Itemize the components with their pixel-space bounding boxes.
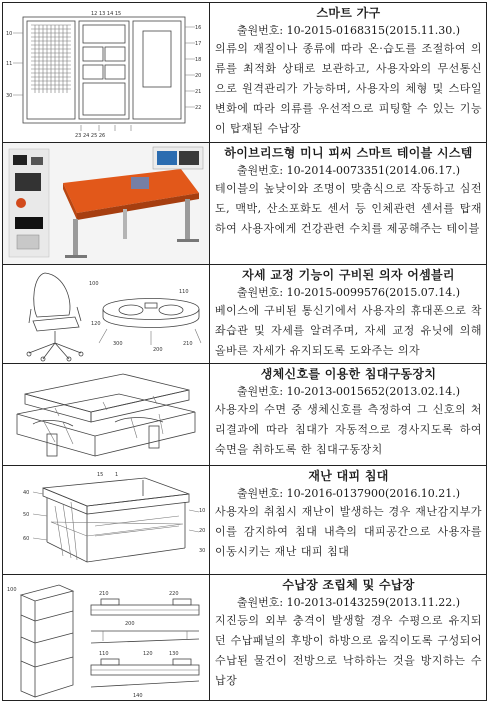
patent-title: 자세 교정 기능이 구비된 의자 어셈블리 (242, 268, 455, 282)
svg-text:23 24 25 26: 23 24 25 26 (75, 133, 106, 139)
table-row (3, 143, 487, 265)
figure-cell (3, 265, 210, 364)
figure-cell (3, 575, 210, 701)
svg-text:50: 50 (23, 512, 30, 518)
bed-actuator-drawing (3, 364, 209, 465)
patent-title: 수납장 조립체 및 수납장 (282, 578, 415, 592)
figure-cell (3, 466, 210, 575)
patent-title: 재난 대피 침대 (308, 469, 389, 483)
svg-text:18: 18 (195, 57, 202, 63)
description-cell (210, 3, 487, 143)
description-cell (210, 575, 487, 701)
svg-text:200: 200 (153, 347, 163, 353)
smart-table-photo (3, 143, 209, 264)
svg-text:60: 60 (23, 536, 30, 542)
description-cell (210, 466, 487, 575)
patent-description: 베이스에 구비된 통신기에서 사용자의 휴대폰으로 착좌습관 및 자세를 알려주며, 자세 교정 유닛에 의해 올바른 자세가 유지되도록 도와주는 의자 (215, 304, 482, 357)
svg-text:200: 200 (125, 621, 135, 627)
svg-text:1: 1 (115, 472, 119, 478)
svg-text:100: 100 (89, 281, 99, 287)
svg-text:15: 15 (97, 472, 104, 478)
svg-text:30: 30 (6, 93, 13, 99)
application-number: 출원번호: 10-2013-0143259(2013.11.22.) (236, 596, 461, 609)
patent-table (2, 2, 487, 701)
svg-text:30: 30 (199, 548, 206, 554)
svg-text:130: 130 (169, 651, 179, 657)
patent-description: 지진등의 외부 충격이 발생할 경우 수평으로 유지되던 수납패널의 후방이 하방으로 움직이도록 구성되어 수납된 물건이 전방으로 낙하하는 것을 방지하는 수납장 (215, 614, 482, 687)
table-row (3, 364, 487, 466)
application-number: 출원번호: 10-2013-0015652(2013.02.14.) (236, 385, 461, 398)
svg-text:21: 21 (195, 89, 202, 95)
application-number: 출원번호: 10-2015-0099576(2015.07.14.) (236, 286, 461, 299)
patent-description: 사용자의 취침시 재난이 발생하는 경우 재난감지부가 이를 감지하여 침대 내측의 대피공간으로 사용자를 이동시키는 재난 대피 침대 (215, 505, 482, 558)
description-cell (210, 143, 487, 265)
svg-text:210: 210 (99, 591, 109, 597)
table-row (3, 3, 487, 143)
evacuation-bed-drawing (3, 466, 209, 574)
figure-cell (3, 364, 210, 466)
patent-title: 스마트 가구 (316, 6, 381, 20)
smart-wardrobe-drawing (3, 3, 209, 142)
table-row (3, 575, 487, 701)
figure-cell (3, 143, 210, 265)
svg-text:10: 10 (6, 31, 13, 37)
svg-text:100: 100 (7, 587, 17, 593)
patent-description: 사용자의 수면 중 생체신호를 측정하여 그 신호의 처리결과에 따라 침대가 자동적으로 경사지도록 하여 숙면을 취하도록 한 침대구동장치 (215, 403, 482, 456)
svg-text:120: 120 (143, 651, 153, 657)
table-row (3, 466, 487, 575)
svg-text:120: 120 (91, 321, 101, 327)
svg-text:300: 300 (113, 341, 123, 347)
svg-text:110: 110 (99, 651, 109, 657)
svg-text:210: 210 (183, 341, 193, 347)
svg-text:140: 140 (133, 693, 143, 699)
description-cell (210, 364, 487, 466)
svg-text:11: 11 (6, 61, 13, 67)
figure-cell (3, 3, 210, 143)
svg-text:12 13 14 15: 12 13 14 15 (91, 11, 122, 17)
patent-title: 생체신호를 이용한 침대구동장치 (260, 367, 437, 381)
svg-text:17: 17 (195, 41, 202, 47)
posture-chair-drawing (3, 265, 209, 363)
application-number: 출원번호: 10-2016-0137900(2016.10.21.) (236, 487, 461, 500)
storage-cabinet-drawing (3, 575, 209, 700)
application-number: 출원번호: 10-2015-0168315(2015.11.30.) (236, 24, 461, 37)
application-number: 출원번호: 10-2014-0073351(2014.06.17.) (236, 164, 461, 177)
patent-description: 의류의 재질이나 종류에 따라 온·습도를 조절하여 의류를 최적화 상태로 보관하고, 사용자와의 무선통신으로 원격관리가 가능하며, 사용자의 체형 및 스타일 변화에 따라 의류를 우선적으로 피팅할 수 있는 기능이 탑재된 수납장 (215, 42, 482, 135)
svg-text:20: 20 (199, 528, 206, 534)
svg-text:10: 10 (199, 508, 206, 514)
table-row (3, 265, 487, 364)
svg-text:22: 22 (195, 105, 202, 111)
patent-title: 하이브리드형 미니 피씨 스마트 테이블 시스템 (224, 146, 473, 160)
svg-text:220: 220 (169, 591, 179, 597)
svg-text:40: 40 (23, 490, 30, 496)
svg-text:110: 110 (179, 289, 189, 295)
description-cell (210, 265, 487, 364)
svg-text:20: 20 (195, 73, 202, 79)
patent-description: 테이블의 높낮이와 조명이 맞춤식으로 작동하고 심전도, 맥박, 산소포화도 센서 등 인체관련 센서를 탑재하여 사용자에게 건강관련 수치를 제공해주는 테이블 (215, 182, 482, 235)
svg-text:16: 16 (195, 25, 202, 31)
